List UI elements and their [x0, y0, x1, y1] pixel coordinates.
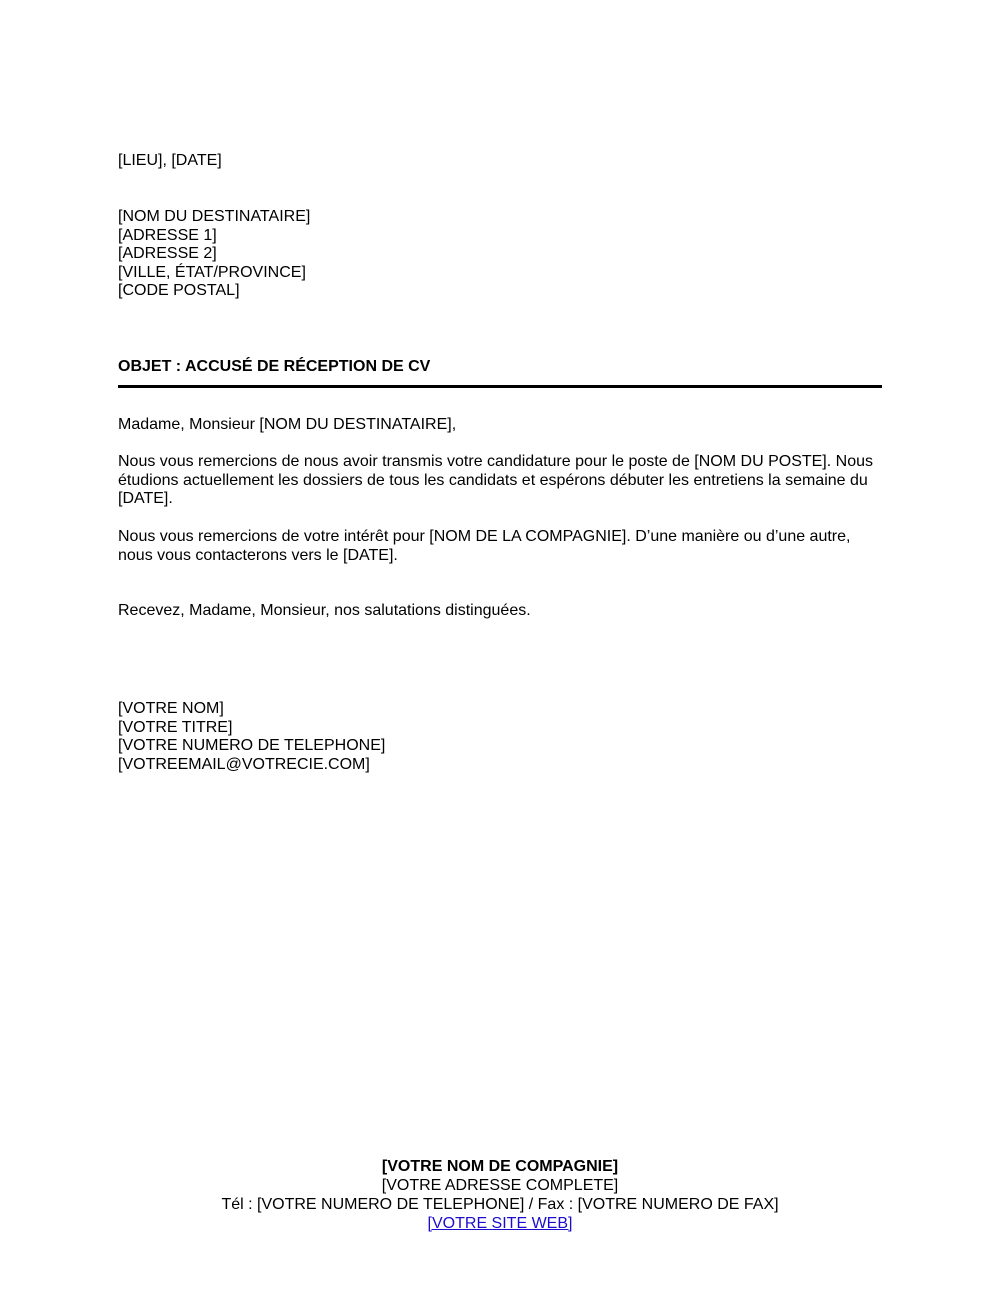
closing-formula: Recevez, Madame, Monsieur, nos salutations distinguées. — [118, 602, 531, 619]
subject-block — [118, 358, 882, 377]
recipient-postal-code: [CODE POSTAL] — [118, 282, 240, 299]
body-paragraph-1 — [118, 453, 882, 509]
footer-contact: Tél : [VOTRE NUMERO DE TELEPHONE] / Fax : [VOTRE NUMERO DE FAX] — [221, 1196, 779, 1213]
recipient-city: [VILLE, ÉTAT/PROVINCE] — [118, 263, 306, 281]
letter-footer — [0, 1157, 1000, 1233]
footer-address: [VOTRE ADRESSE COMPLETE] — [381, 1177, 619, 1194]
salutation-block — [118, 416, 882, 435]
salutation: Madame, Monsieur [NOM DU DESTINATAIRE], — [118, 416, 457, 433]
recipient-name: [NOM DU DESTINATAIRE] — [118, 208, 311, 225]
place-date: [LIEU], [DATE] — [118, 152, 222, 169]
recipient-address — [118, 208, 882, 301]
place-date-block — [118, 152, 882, 171]
footer-company-name: [VOTRE NOM DE COMPAGNIE] — [381, 1158, 619, 1175]
recipient-address-1: [ADRESSE 1] — [118, 226, 217, 244]
signature-email: [VOTREEMAIL@VOTRECIE.COM] — [118, 755, 370, 773]
body-paragraph-2 — [118, 528, 882, 565]
subject-divider — [118, 385, 882, 388]
recipient-address-2: [ADRESSE 2] — [118, 245, 217, 262]
subject-line: OBJET : ACCUSÉ DE RÉCEPTION DE CV — [118, 358, 431, 375]
paragraph-1-text: Nous vous remercions de nous avoir transmis votre candidature pour le poste de [NOM DU POSTE]. Nous étudions actuellement les dossiers de tous les candidats et espérons débuter les entretiens la semaine du [DATE]. — [118, 453, 873, 507]
signature-phone: [VOTRE NUMERO DE TELEPHONE] — [118, 737, 386, 754]
signature-title: [VOTRE TITRE] — [118, 718, 233, 736]
paragraph-2-text: Nous vous remercions de votre intérêt pour [NOM DE LA COMPAGNIE]. D’une manière ou d’une autre, nous vous contacterons vers le [DATE]. — [118, 528, 851, 564]
signature-name: [VOTRE NOM] — [118, 700, 224, 717]
footer-website-link[interactable]: [VOTRE SITE WEB] — [427, 1215, 573, 1232]
signature-block — [118, 700, 882, 774]
closing-block — [118, 602, 882, 621]
